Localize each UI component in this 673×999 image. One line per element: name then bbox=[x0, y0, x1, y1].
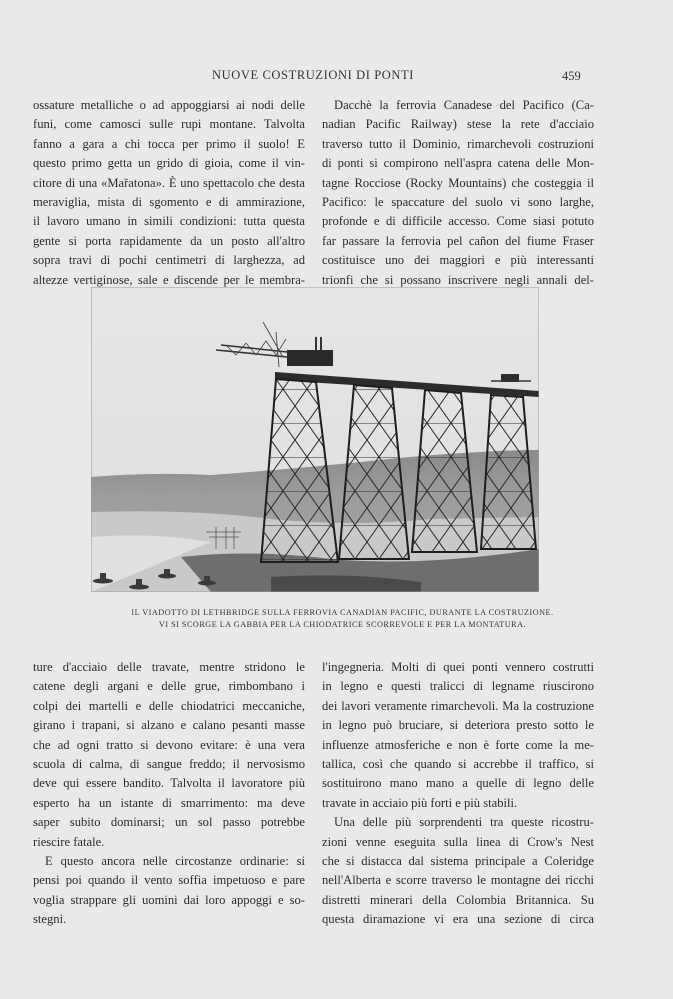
text-line: gente si porta rapidamente da un posto all'altro bbox=[33, 233, 305, 248]
text-line: tagne Rocciose (Rocky Mountains) che costeggia il bbox=[322, 175, 594, 190]
text-line: in legno può bruciare, si deteriora presto sotto le bbox=[322, 718, 594, 733]
text-line: in legno e questi tralicci di legname riuscirono bbox=[322, 679, 594, 694]
column-top-left bbox=[33, 96, 305, 290]
running-head bbox=[0, 68, 673, 86]
text-line: zioni venne eseguita sulla linea di Crow's Nest bbox=[322, 834, 594, 849]
text-line: catene degli argani e delle grue, rimbombano i bbox=[33, 679, 305, 694]
viaduct-illustration bbox=[91, 287, 539, 592]
text-line: sostituirono mano mano a quelle di legno delle bbox=[322, 776, 594, 791]
text-line: girano i trapani, si alzano e calano pesanti masse bbox=[33, 718, 305, 733]
text-line: altezze vertiginose, sale e discende per le membra- bbox=[33, 272, 305, 287]
text-line: travate in acciaio più forti e più stabili. bbox=[322, 795, 518, 810]
figure-caption-line-2: VI SI SCORGE LA GABBIA PER LA CHIODATRICE SCORREVOLE E PER LA MONTATURA. bbox=[158, 620, 527, 629]
column-bottom-left bbox=[33, 658, 305, 929]
text-line: profonde e di difficile accesso. Come siasi potuto bbox=[322, 214, 594, 229]
text-line: Una delle più sorprendenti tra queste ricostru- bbox=[334, 815, 594, 830]
text-line: sopra travi di pochi centimetri di larghezza, ad bbox=[33, 253, 305, 268]
text-line: nadian Pacific Railway) stese la rete d'acciaio bbox=[322, 117, 594, 132]
text-line: questo primo getta un grido di gioia, come il vin- bbox=[33, 156, 305, 171]
page-number: 459 bbox=[562, 69, 581, 83]
text-line: far passare la ferrovia pel cañon del fiume Fraser bbox=[322, 233, 594, 248]
text-line: Pacifico: le spaccature del suolo vi sono larghe, bbox=[322, 194, 594, 209]
text-line: nell'Alberta e scorre traverso le montagne dei ricchi bbox=[322, 873, 594, 888]
text-line: distretti minerari della Colombia Britannica. Su bbox=[322, 892, 594, 907]
column-top-right bbox=[322, 96, 594, 290]
text-line: che ad ogni tratto si devono evitare: è una vera bbox=[33, 737, 305, 752]
viaduct-photograph bbox=[91, 287, 539, 592]
text-line: voglia strappare gli uomini dai loro appoggi e so- bbox=[33, 892, 305, 907]
text-line: esperto ha un istante di smarrimento: ma deve bbox=[33, 795, 305, 810]
text-line: riescire fatale. bbox=[33, 834, 105, 849]
text-line: il lavoro umano in simili condizioni: tutta questa bbox=[33, 214, 305, 229]
text-line: deve qui essere bandito. Talvolta il lavoratore più bbox=[33, 776, 305, 791]
text-line: stegni. bbox=[33, 912, 67, 927]
text-line: E questo ancora nelle circostanze ordinarie: si bbox=[45, 853, 305, 868]
text-line: scuola di calma, di sangue freddo; il nervosismo bbox=[33, 756, 305, 771]
text-line: meraviglia, mista di sgomento e di ammirazione, bbox=[33, 194, 305, 209]
text-line: ture d'acciaio delle travate, mentre stridono le bbox=[33, 660, 305, 674]
text-line: trionfi che si possano inscrivere negli annali del- bbox=[322, 272, 594, 287]
text-line: citore di una «Mařatona». È uno spettacolo che desta bbox=[33, 175, 305, 190]
figure-caption-line-1: IL VIADOTTO DI LETHBRIDGE SULLA FERROVIA CANADIAN PACIFIC, DURANTE LA COSTRUZIONE. bbox=[131, 608, 554, 617]
text-line: tallica, così che quando si accrebbe il traffico, si bbox=[322, 756, 594, 771]
running-title: NUOVE COSTRUZIONI DI PONTI bbox=[212, 68, 415, 82]
text-line: fanno a gara a chi tocca per primo il suolo! E bbox=[33, 136, 305, 151]
text-line: influenze atmosferiche e non è forte come la me- bbox=[322, 737, 594, 752]
text-line: pensi poi quando il vento soffia impetuoso e pare bbox=[33, 873, 305, 888]
text-line: l'ingegneria. Molti di quei ponti vennero costrutti bbox=[322, 660, 594, 674]
column-bottom-right bbox=[322, 658, 594, 929]
text-line: costituisce uno dei maggiori e più interessanti bbox=[322, 253, 594, 268]
text-line: questa diramazione vi era una sezione di circa bbox=[322, 912, 594, 927]
text-line: di ponti si compirono nell'aspra catena delle Mon- bbox=[322, 156, 594, 171]
text-line: traverso tutto il Dominio, rimarchevoli costruzioni bbox=[322, 136, 594, 151]
text-line: colpi dei martelli e delle chiodatrici meccaniche, bbox=[33, 698, 305, 713]
text-line: saper subito dominarsi; un sol passo potrebbe bbox=[33, 815, 305, 830]
text-line: dei lavori veramente rimarchevoli. Ma la costruzione bbox=[322, 698, 594, 713]
text-line: Dacchè la ferrovia Canadese del Pacifico (Ca- bbox=[334, 98, 594, 112]
text-line: ossature metalliche o ad appoggiarsi ai nodi delle bbox=[33, 98, 305, 112]
text-line: che si distacca dal sistema principale a Coleridge bbox=[322, 853, 594, 868]
text-line: funi, come camosci sulle rupi montane. Talvolta bbox=[33, 117, 305, 132]
